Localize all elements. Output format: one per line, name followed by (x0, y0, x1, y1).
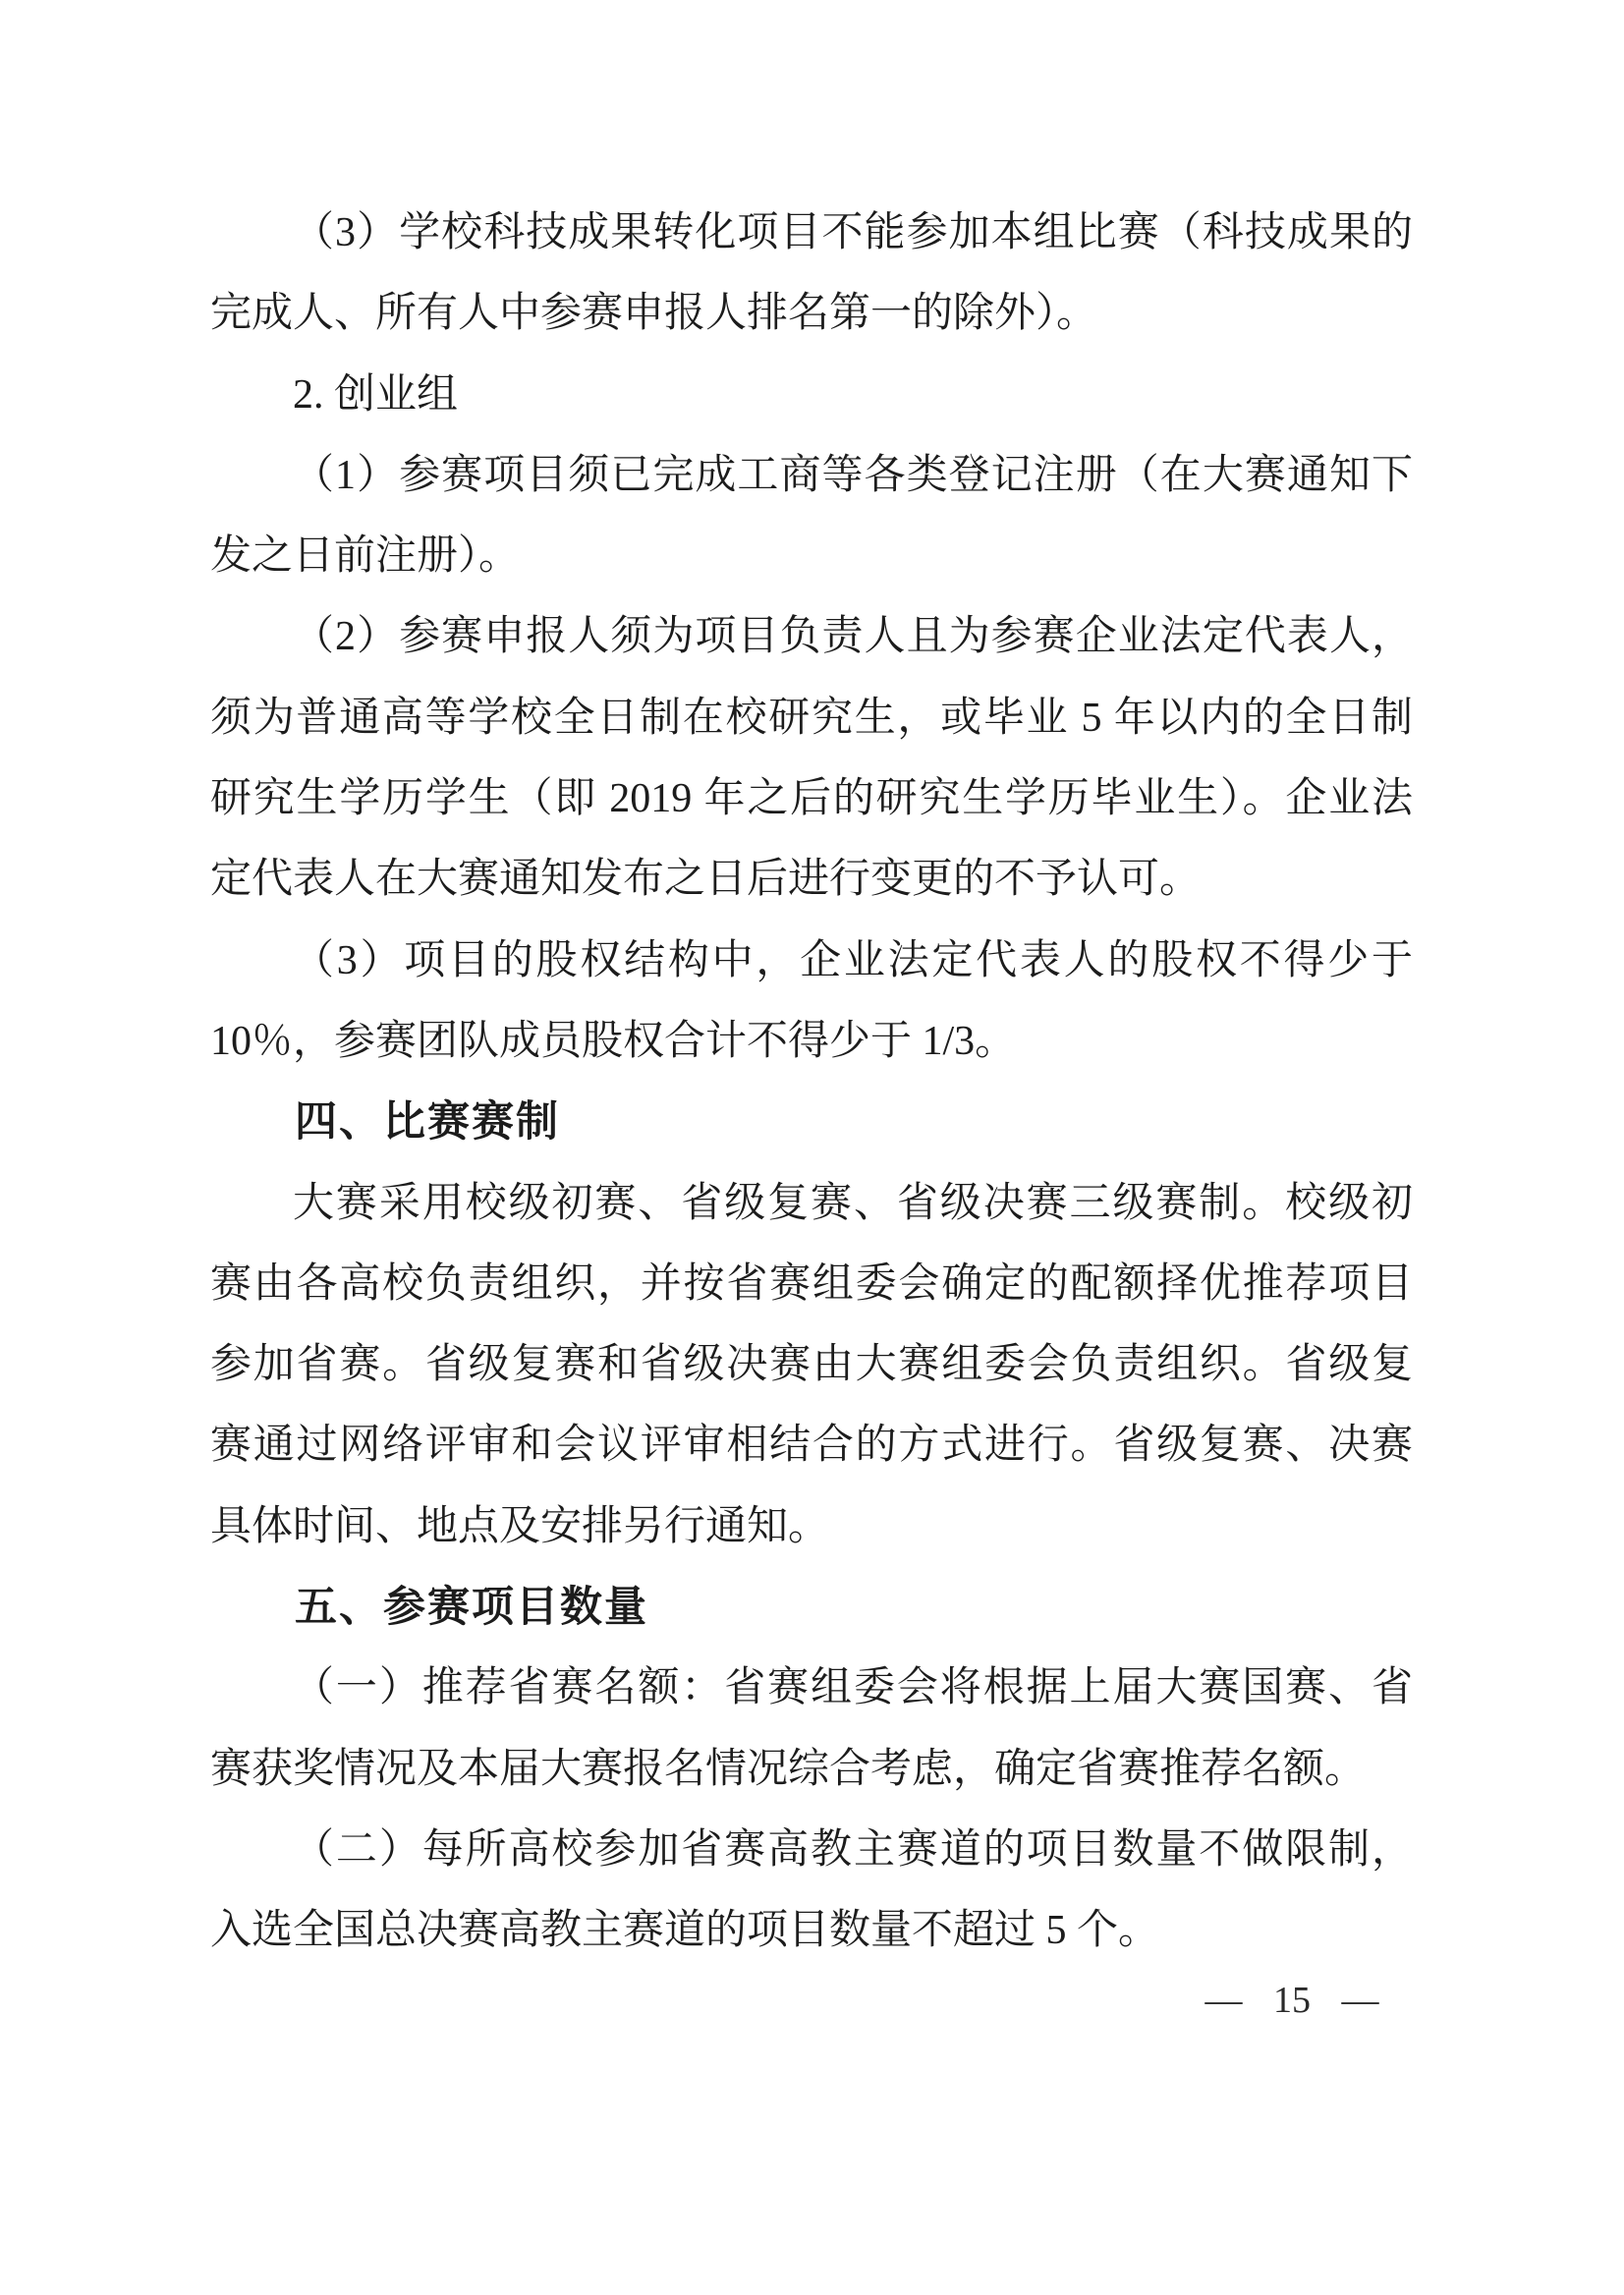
heading-line: 四、比赛赛制 (295, 1098, 560, 1147)
text-line: （3）项目的股权结构中，企业法定代表人的股权不得少于 (293, 937, 1413, 983)
text-line: 须为普通高等学校全日制在校研究生，或毕业 5 年以内的全日制 (210, 695, 1413, 741)
text-line: 赛通过网络评审和会议评审相结合的方式进行。省级复赛、决赛 (210, 1423, 1413, 1469)
paragraph (210, 1810, 1413, 1972)
text-line: 赛获奖情况及本届大赛报名情况综合考虑，确定省赛推荐名额。 (210, 1746, 1367, 1792)
section-heading (210, 1567, 1413, 1648)
text-line: （1）参赛项目须已完成工商等各类登记注册（在大赛通知下 (293, 452, 1413, 498)
text-line: （一）推荐省赛名额：省赛组委会将根据上届大赛国赛、省 (293, 1665, 1413, 1711)
text-line: 研究生学历学生（即 2019 年之后的研究生学历毕业生）。企业法 (210, 776, 1413, 822)
text-line: 2. 创业组 (293, 371, 459, 418)
text-line: （2）参赛申报人须为项目负责人且为参赛企业法定代表人， (293, 614, 1413, 660)
paragraph (210, 1163, 1413, 1567)
paragraph (210, 1648, 1413, 1810)
text-line: 入选全国总决赛高教主赛道的项目数量不超过 5 个。 (210, 1908, 1160, 1954)
text-line: 发之日前注册）。 (210, 533, 521, 580)
paragraph (210, 193, 1413, 355)
paragraph (210, 435, 1413, 597)
text-line: 赛由各高校负责组织，并按省赛组委会确定的配额择优推荐项目 (210, 1260, 1413, 1307)
text-line: 参加省赛。省级复赛和省级决赛由大赛组委会负责组织。省级复 (210, 1342, 1413, 1388)
section-heading (210, 1082, 1413, 1162)
heading-line: 五、参赛项目数量 (295, 1584, 648, 1632)
text-line: 完成人、所有人中参赛申报人排名第一的除外）。 (210, 291, 1098, 337)
text-line: 具体时间、地点及安排另行通知。 (210, 1503, 830, 1549)
text-line: 大赛采用校级初赛、省级复赛、省级决赛三级赛制。校级初 (293, 1180, 1413, 1226)
document-body (210, 193, 1413, 1972)
paragraph (210, 596, 1413, 920)
text-line: 10％，参赛团队成员股权合计不得少于 1/3。 (210, 1018, 1017, 1064)
page-number: — 15 — (1204, 1980, 1379, 2021)
text-line: （二）每所高校参加省赛高教主赛道的项目数量不做限制， (293, 1826, 1413, 1873)
text-line: 定代表人在大赛通知发布之日后进行变更的不予认可。 (210, 857, 1202, 903)
paragraph (210, 921, 1413, 1083)
text-line: （3）学校科技成果转化项目不能参加本组比赛（科技成果的 (293, 210, 1413, 255)
paragraph (210, 355, 1413, 435)
